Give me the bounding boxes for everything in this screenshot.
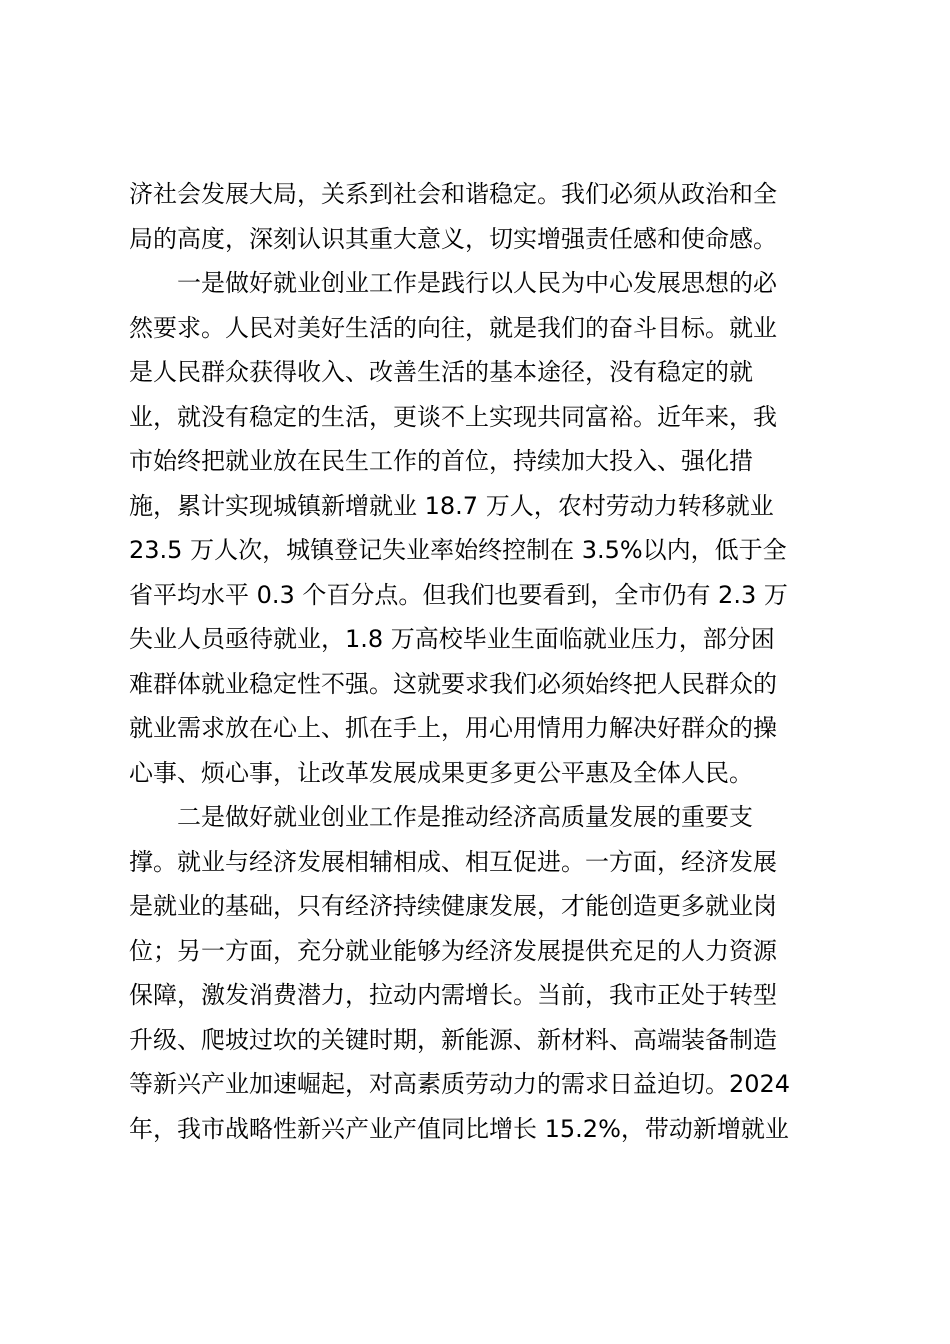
text-line: 是人民群众获得收入、改善生活的基本途径，没有稳定的就 [129,358,753,386]
text-line: 心事、烦心事，让改革发展成果更多更公平惠及全体人民。 [129,758,753,787]
text-line: 年，我市战略性新兴产业产值同比增长 15.2%，带动新增就业 [129,1114,789,1143]
paragraph-start-line: 二是做好就业创业工作是推动经济高质量发展的重要支 [177,803,753,831]
text-line: 省平均水平 0.3 个百分点。但我们也要看到，全市仍有 2.3 万 [129,580,788,609]
text-line: 升级、爬坡过坎的关键时期，新能源、新材料、高端装备制造 [129,1025,777,1054]
text-line: 业，就没有稳定的生活，更谈不上实现共同富裕。近年来，我 [129,402,777,431]
text-line: 局的高度，深刻认识其重大意义，切实增强责任感和使命感。 [129,224,777,253]
text-line: 23.5 万人次，城镇登记失业率始终控制在 3.5%以内，低于全 [129,536,787,564]
text-line: 等新兴产业加速崛起，对高素质劳动力的需求日益迫切。2024 [129,1070,791,1098]
text-line: 保障，激发消费潜力，拉动内需增长。当前，我市正处于转型 [129,981,777,1009]
text-line: 是就业的基础，只有经济持续健康发展，才能创造更多就业岗 [129,892,777,920]
text-line: 施，累计实现城镇新增就业 18.7 万人，农村劳动力转移就业 [129,491,774,520]
text-line: 撑。就业与经济发展相辅相成、相互促进。一方面，经济发展 [129,847,777,876]
text-line: 就业需求放在心上、抓在手上，用心用情用力解决好群众的操 [129,714,777,742]
text-line: 然要求。人民对美好生活的向往，就是我们的奋斗目标。就业 [129,313,777,342]
document-body [129,172,829,1151]
text-line: 位；另一方面，充分就业能够为经济发展提供充足的人力资源 [129,936,777,965]
text-line: 失业人员亟待就业，1.8 万高校毕业生面临就业压力，部分困 [129,625,775,653]
text-line: 济社会发展大局，关系到社会和谐稳定。我们必须从政治和全 [129,180,777,208]
text-line: 难群体就业稳定性不强。这就要求我们必须始终把人民群众的 [129,669,777,698]
paragraph-start-line: 一是做好就业创业工作是践行以人民为中心发展思想的必 [177,269,777,297]
text-line: 市始终把就业放在民生工作的首位，持续加大投入、强化措 [129,447,753,475]
